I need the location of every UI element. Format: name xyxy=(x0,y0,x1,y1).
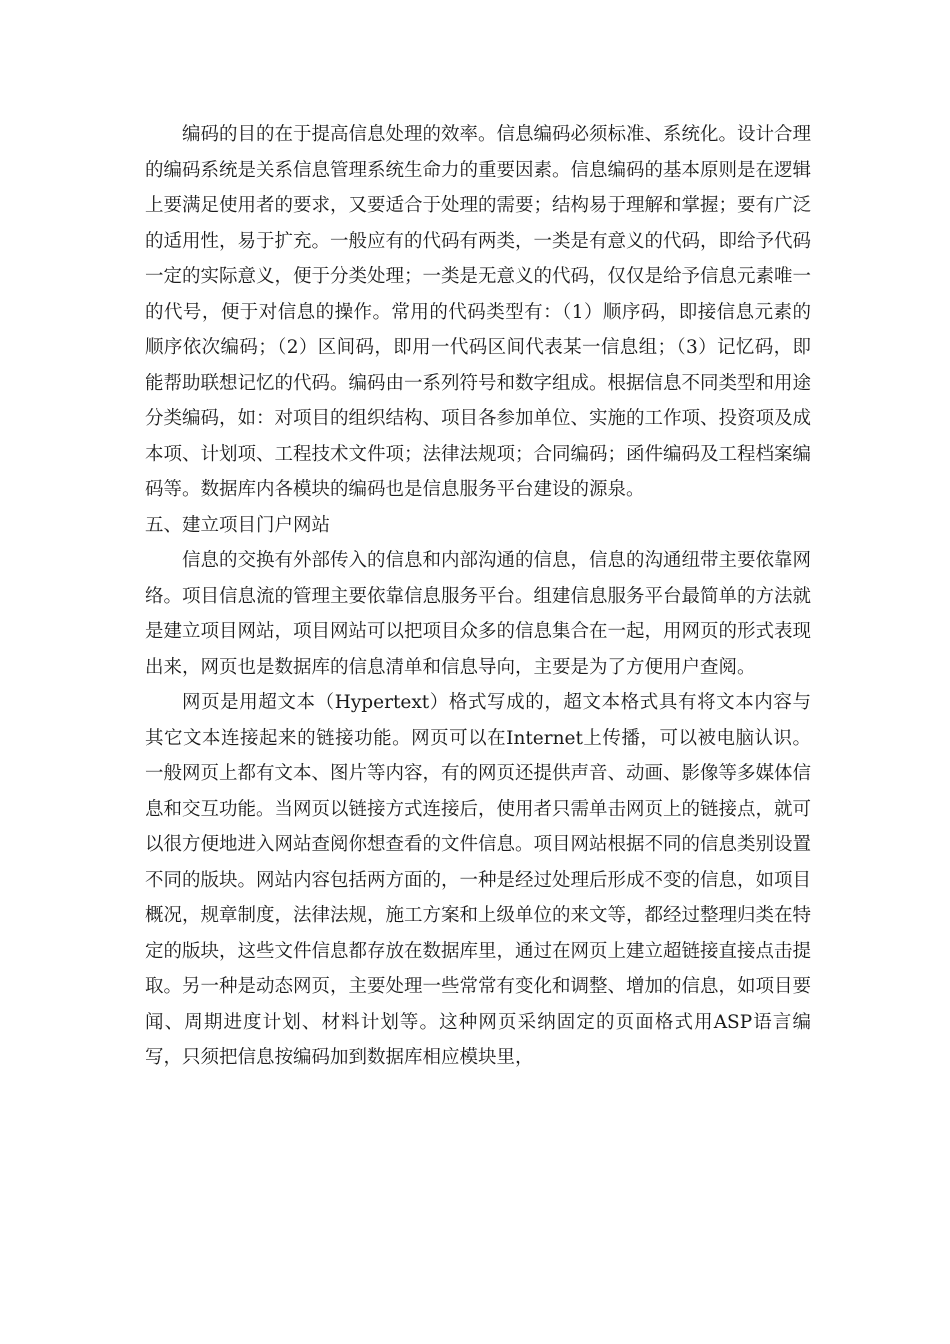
document-body xyxy=(145,117,811,1076)
section-heading: 五、建立项目门户网站 xyxy=(145,514,331,536)
paragraph-info-exchange: 信息的交换有外部传入的信息和内部沟通的信息，信息的沟通纽带主要依靠网络。项目信息流的管理主要依靠信息服务平台。组建信息服务平台最简单的方法就是建立项目网站，项目网站可以把项目众多的信息集合在一起，用网页的形式表现出来，网页也是数据库的信息清单和信息导向，主要是为了方便用户查阅。 xyxy=(145,550,812,678)
paragraph-encoding: 编码的目的在于提高信息处理的效率。信息编码必须标准、系统化。设计合理的编码系统是关系信息管理系统生命力的重要因素。信息编码的基本原则是在逻辑上要满足使用者的要求，又要适合于处理的需要；结构易于理解和掌握；要有广泛的适用性，易于扩充。一般应有的代码有两类，一类是有意义的代码，即给予代码一定的实际意义，便于分类处理；一类是无意义的代码，仅仅是给予信息元素唯一的代号，便于对信息的操作。常用的代码类型有：（1）顺序码，即接信息元素的顺序依次编码；（2）区间码，即用一代码区间代表某一信息组；（3）记忆码，即能帮助联想记忆的代码。编码由一系列符号和数字组成。根据信息不同类型和用途分类编码，如：对项目的组织结构、项目各参加单位、实施的工作项、投资项及成本项、计划项、工程技术文件项；法律法规项；合同编码；函件编码及工程档案编码等。数据库内各模块的编码也是信息服务平台建设的源泉。 xyxy=(145,124,812,500)
paragraph-webpage: 网页是用超文本（Hypertext）格式写成的，超文本格式具有将文本内容与其它文本连接起来的链接功能。网页可以在Internet上传播，可以被电脑认识。一般网页上都有文本、图片等内容，有的网页还提供声音、动画、影像等多媒体信息和交互功能。当网页以链接方式连接后，使用者只需单击网页上的链接点，就可以很方便地进入网站查阅你想查看的文件信息。项目网站根据不同的信息类别设置不同的版块。网站内容包括两方面的，一种是经过处理后形成不变的信息，如项目概况，规章制度，法律法规，施工方案和上级单位的来文等，都经过整理归类在特定的版块，这些文件信息都存放在数据库里，通过在网页上建立超链接直接点击提取。另一种是动态网页，主要处理一些常常有变化和调整、增加的信息，如项目要闻、周期进度计划、材料计划等。这种网页采纳固定的页面格式用ASP语言编写，只须把信息按编码加到数据库相应模块里， xyxy=(145,692,812,1068)
